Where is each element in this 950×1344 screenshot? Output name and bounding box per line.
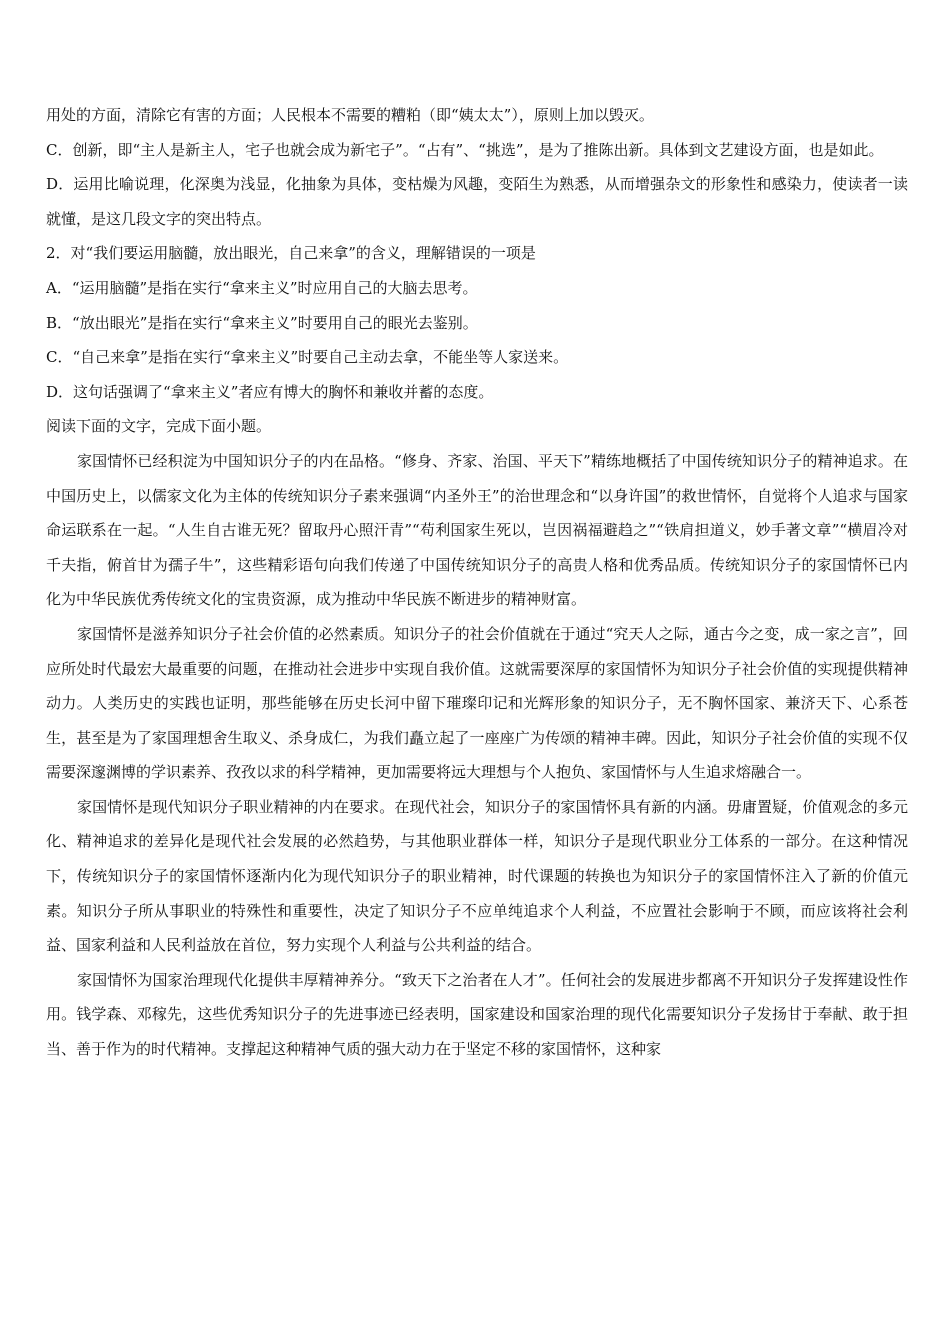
document-page: [46, 98, 908, 1067]
passage-paragraph-4: 家国情怀为国家治理现代化提供丰厚精神养分。“致天下之治者在人才”。任何社会的发展进步都离不开知识分子发挥建设性作用。钱学森、邓稼先，这些优秀知识分子的先进事迹已经表明，国家建设和国家治理的现代化需要知识分子发扬甘于奉献、敢于担当、善于作为的时代精神。支撑起这种精神气质的强大动力在于坚定不移的家国情怀，这种家: [46, 970, 908, 1059]
answer-option-b-continuation: 用处的方面，清除它有害的方面；人民根本不需要的糟粕（即“姨太太”），原则上加以毁灭。: [46, 106, 654, 124]
question-2-option-d: D．这句话强调了“拿来主义”者应有博大的胸怀和兼收并蓄的态度。: [46, 382, 494, 401]
question-2-stem: 2．对“我们要运用脑髓，放出眼光，自己来拿”的含义，理解错误的一项是: [46, 244, 536, 263]
passage-paragraph-2: 家国情怀是滋养知识分子社会价值的必然素质。知识分子的社会价值就在于通过“究天人之际，通古今之变，成一家之言”，回应所处时代最宏大最重要的问题，在推动社会进步中实现自我价值。这就需要深厚的家国情怀为知识分子社会价值的实现提供精神动力。人类历史的实践也证明，那些能够在历史长河中留下璀璨印记和光辉形象的知识分子，无不胸怀国家、兼济天下、心系苍生，甚至是为了家国理想舍生取义、杀身成仁，为我们矗立起了一座座广为传颂的精神丰碑。因此，知识分子社会价值的实现不仅需要深邃渊博的学识素养、孜孜以求的科学精神，更加需要将远大理想与个人抱负、家国情怀与人生追求熔融合一。: [46, 624, 908, 782]
reading-instruction: 阅读下面的文字，完成下面小题。: [46, 417, 272, 436]
passage-paragraph-3: 家国情怀是现代知识分子职业精神的内在要求。在现代社会，知识分子的家国情怀具有新的内涵。毋庸置疑，价值观念的多元化、精神追求的差异化是现代社会发展的必然趋势，与其他职业群体一样，知识分子是现代职业分工体系的一部分。在这种情况下，传统知识分子的家国情怀逐渐内化为现代知识分子的职业精神，时代课题的转换也为知识分子的家国情怀注入了新的价值元素。知识分子所从事职业的特殊性和重要性，决定了知识分子不应单纯追求个人利益，不应置社会影响于不顾，而应该将社会利益、国家利益和人民利益放在首位，努力实现个人利益与公共利益的结合。: [46, 797, 908, 955]
answer-option-d: D．运用比喻说理，化深奥为浅显，化抽象为具体，变枯燥为风趣，变陌生为熟悉，从而增强杂文的形象性和感染力，使读者一读就懂，是这几段文字的突出特点。: [46, 175, 908, 228]
passage-paragraph-1: 家国情怀已经积淀为中国知识分子的内在品格。“修身、齐家、治国、平天下”精练地概括了中国传统知识分子的精神追求。在中国历史上，以儒家文化为主体的传统知识分子素来强调“内圣外王”的治世理念和“以身许国”的救世情怀，自觉将个人追求与国家命运联系在一起。“人生自古谁无死？留取丹心照汗青”“苟利国家生死以，岂因祸福避趋之”“铁肩担道义，妙手著文章”“横眉冷对千夫指，俯首甘为孺子牛”，这些精彩语句向我们传递了中国传统知识分子的高贵人格和优秀品质。传统知识分子的家国情怀已内化为中华民族优秀传统文化的宝贵资源，成为推动中华民族不断进步的精神财富。: [46, 451, 908, 609]
question-2-option-b: B．“放出眼光”是指在实行“拿来主义”时要用自己的眼光去鉴别。: [46, 313, 478, 332]
question-2-option-c: C．“自己来拿”是指在实行“拿来主义”时要自己主动去拿，不能坐等人家送来。: [46, 348, 569, 367]
question-2-option-a: A．“运用脑髓”是指在实行“拿来主义”时应用自己的大脑去思考。: [46, 278, 478, 297]
answer-option-c: C．创新，即“主人是新主人，宅子也就会成为新宅子”。“占有”、“挑选”，是为了推陈出新。具体到文艺建设方面，也是如此。: [46, 140, 884, 159]
